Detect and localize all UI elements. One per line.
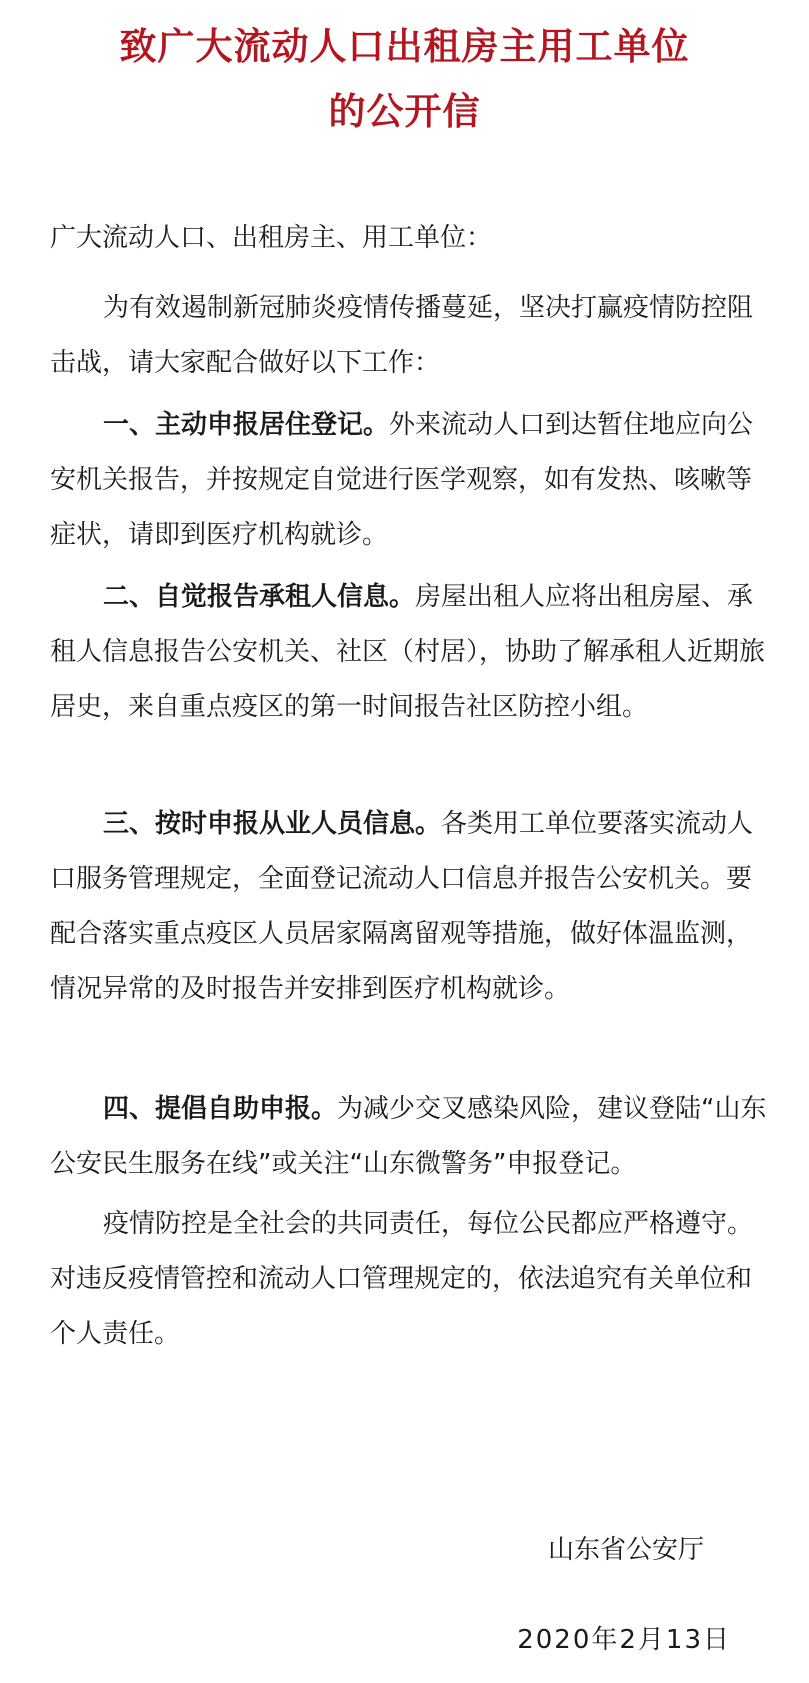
- item-4-body: 为减少交叉感染风险，建议登陆“山东公安民生服务在线”或关注“山东微警务”申报登记。: [50, 1094, 767, 1179]
- item-4-heading: 四、提倡自助申报。: [103, 1094, 338, 1124]
- letter-title-line-1: 致广大流动人口出租房主用工单位: [119, 24, 690, 68]
- letter-title-line-2: 的公开信: [328, 89, 481, 133]
- letter-item-2: [50, 570, 770, 735]
- letter-closing-paragraph: 疫情防控是全社会的共同责任，每位公民都应严格遵守。对违反疫情管控和流动人口管理规定的，依法追究有关单位和个人责任。: [50, 1209, 754, 1349]
- letter-intro-paragraph: 为有效遏制新冠肺炎疫情传播蔓延，坚决打赢疫情防控阻击战，请大家配合做好以下工作：: [50, 293, 754, 378]
- letter-greeting: 广大流动人口、出租房主、用工单位：: [50, 223, 493, 253]
- letter-item-3: [50, 797, 770, 1017]
- signature-date: 2020年2月13日: [517, 1625, 731, 1655]
- item-3-body: 各类用工单位要落实流动人口服务管理规定，全面登记流动人口信息并报告公安机关。要配合落实重点疫区人员居家隔离留观等措施，做好体温监测，情况异常的及时报告并安排到医疗机构就诊。: [50, 809, 754, 1004]
- letter-item-1: [50, 398, 770, 563]
- item-2-heading: 二、自觉报告承租人信息。: [103, 582, 416, 612]
- item-2-body: 房屋出租人应将出租房屋、承租人信息报告公安机关、社区（村居），协助了解承租人近期旅居史，来自重点疫区的第一时间报告社区防控小组。: [50, 582, 766, 722]
- item-1-body: 外来流动人口到达暂住地应向公安机关报告，并按规定自觉进行医学观察，如有发热、咳嗽等症状，请即到医疗机构就诊。: [50, 410, 754, 550]
- item-3-heading: 三、按时申报从业人员信息。: [103, 809, 442, 839]
- item-1-heading: 一、主动申报居住登记。: [103, 410, 390, 440]
- signature-organization: 山东省公安厅: [547, 1535, 704, 1565]
- letter-item-4: [50, 1082, 770, 1192]
